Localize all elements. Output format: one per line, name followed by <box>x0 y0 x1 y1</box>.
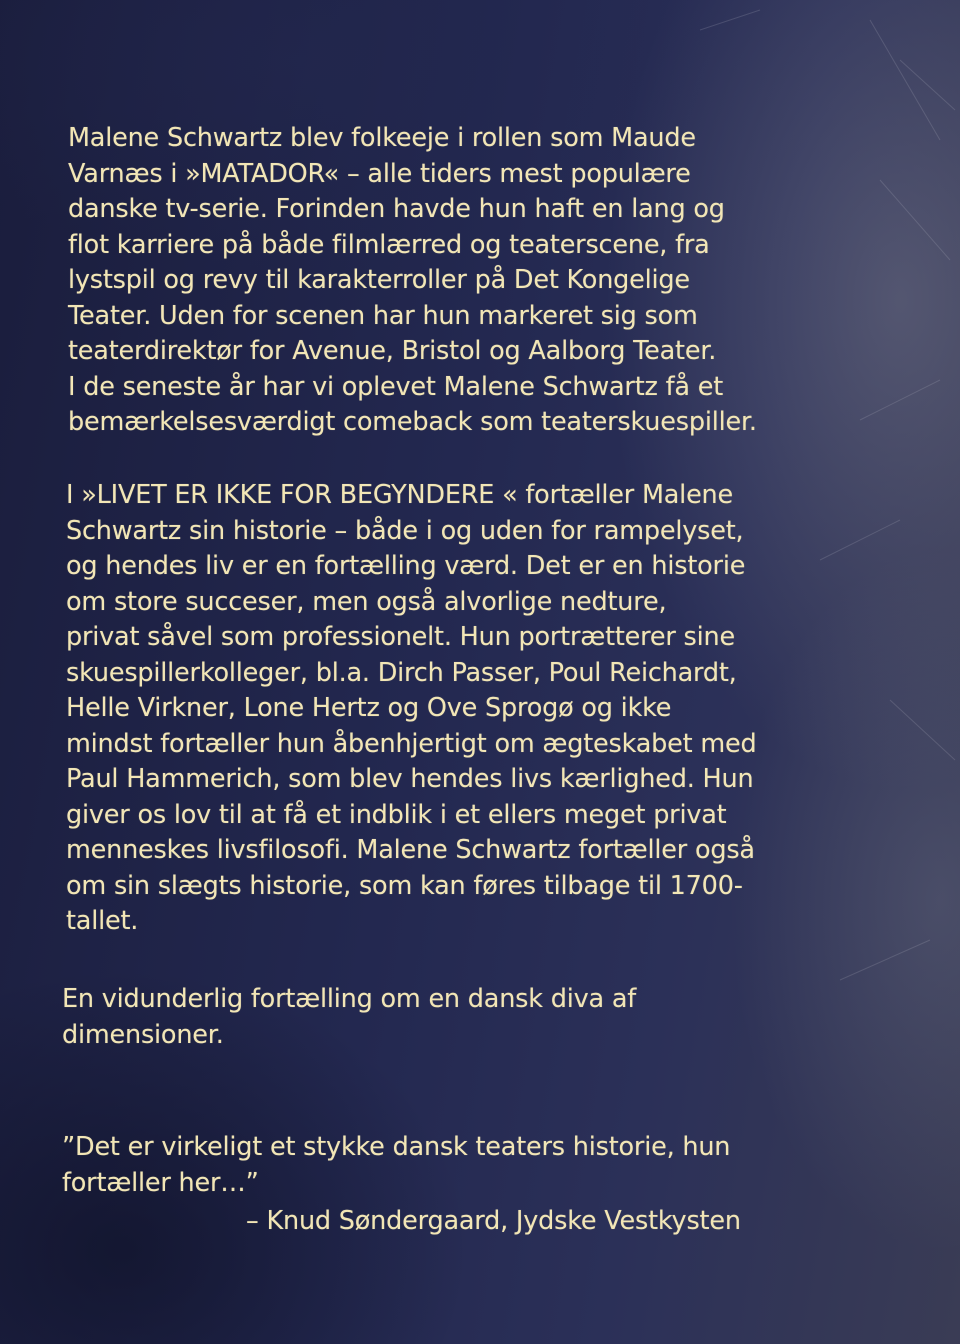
text-line: Helle Virkner, Lone Hertz og Ove Sprogø og ikke <box>66 693 672 723</box>
text-line: om sin slægts historie, som kan føres tilbage til 1700- <box>66 870 743 901</box>
text-line: Schwartz sin historie – både i og uden for rampelyset, <box>66 515 744 546</box>
text-line: lystspil og revy til karakterroller på Det Kongelige <box>68 265 690 295</box>
text-line: Malene Schwartz blev folkeeje i rollen som Maude <box>68 123 696 153</box>
text-line: og hendes liv er en fortælling værd. Det er en historie <box>66 551 746 581</box>
text-line: tallet. <box>66 906 139 936</box>
scratch-mark <box>820 520 900 560</box>
text-line: teaterdirektør for Avenue, Bristol og Aalborg Teater. <box>68 336 717 366</box>
review-quote <box>62 1130 730 1201</box>
description-paragraph-1 <box>68 121 757 441</box>
text-line: mindst fortæller hun åbenhjertigt om ægteskabet med <box>66 728 757 759</box>
text-line: Paul Hammerich, som blev hendes livs kærlighed. Hun <box>66 764 754 794</box>
scratch-mark <box>880 180 950 260</box>
text-line: privat såvel som professionelt. Hun portrætterer sine <box>66 622 735 652</box>
description-paragraph-3 <box>62 982 636 1053</box>
scratch-mark <box>870 20 940 140</box>
review-attribution: – Knud Søndergaard, Jydske Vestkysten <box>246 1206 741 1236</box>
text-line: menneskes livsfilosofi. Malene Schwartz fortæller også <box>66 835 755 865</box>
text-line: En vidunderlig fortælling om en dansk diva af <box>62 984 637 1014</box>
description-paragraph-2 <box>66 478 756 940</box>
text-line: giver os lov til at få et indblik i et ellers meget privat <box>66 799 727 830</box>
scratch-mark <box>890 700 955 760</box>
text-line: I »LIVET ER IKKE FOR BEGYNDERE « fortæller Malene <box>66 480 734 510</box>
text-line: bemærkelsesværdigt comeback som teaterskuespiller. <box>68 407 757 437</box>
text-line: skuespillerkolleger, bl.a. Dirch Passer, Poul Reichardt, <box>66 657 737 688</box>
scratch-mark <box>840 940 930 980</box>
text-line: Varnæs i »MATADOR« – alle tiders mest populære <box>68 158 691 189</box>
text-line: fortæller her…” <box>62 1167 259 1198</box>
text-line: I de seneste år har vi oplevet Malene Schwartz få et <box>68 371 724 402</box>
scratch-mark <box>700 10 760 30</box>
scratch-mark <box>860 380 940 420</box>
text-line: Teater. Uden for scenen har hun markeret sig som <box>68 300 698 331</box>
text-line: dimensioner. <box>62 1019 224 1050</box>
text-line: ”Det er virkeligt et stykke dansk teaters historie, hun <box>62 1132 731 1162</box>
text-line: om store succeser, men også alvorlige nedture, <box>66 586 667 617</box>
text-line: flot karriere på både filmlærred og teaterscene, fra <box>68 229 710 260</box>
text-line: danske tv-serie. Forinden havde hun haft en lang og <box>68 194 725 224</box>
